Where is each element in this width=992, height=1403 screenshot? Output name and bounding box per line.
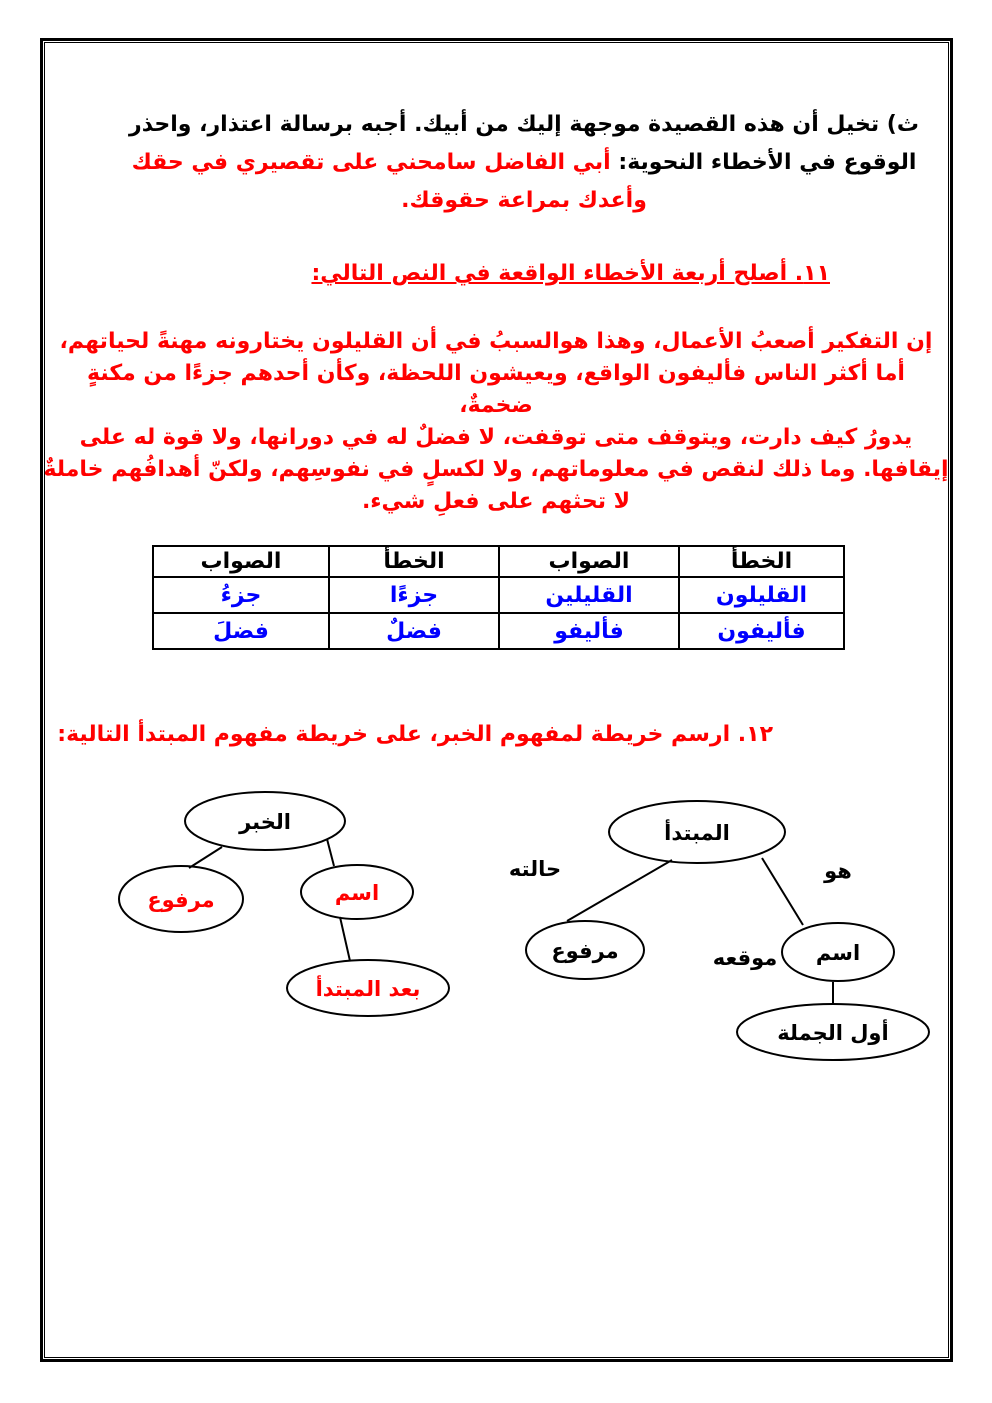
intro-line-2-black: الوقوع في الأخطاء النحوية: [618, 150, 917, 175]
mubtada-edge-case-label: حالته [508, 857, 562, 881]
q11-text-line: يدورُ كيف دارت، ويتوقف متى توقفت، لا فضلٌ له في دورانها، ولا قوة له على [79, 425, 913, 450]
mubtada-edge-to-case [567, 860, 672, 921]
question-11-text [20, 326, 972, 518]
cell-error: فأليفون [679, 613, 844, 649]
q11-text-line: ضخمةٌ، [459, 393, 533, 418]
concept-maps-figure [100, 780, 940, 1090]
khabar-case-label: مرفوع [147, 888, 215, 912]
cell-correct: جزءُ [153, 577, 329, 613]
q11-text-line: أما أكثر الناس فأليفون الواقع، ويعيشون اللحظة، وكأن أحدهم جزءًا من مكنةٍ [87, 361, 905, 386]
page-border [40, 38, 953, 1362]
table-row [153, 613, 844, 649]
cell-error: فضلٌ [329, 613, 499, 649]
khabar-edge-to-type [327, 839, 334, 866]
mubtada-edge-to-type [762, 858, 803, 925]
cell-error: جزءًا [329, 577, 499, 613]
intro-line-1: ث) تخيل أن هذه القصيدة موجهة إليك من أبيك. أجبه برسالة اعتذار، واحذر [129, 112, 919, 137]
page-border-inner [44, 42, 949, 1358]
khabar-edge-to-case [189, 847, 222, 868]
correction-table-header-row [153, 546, 844, 577]
header-error-2: الخطأ [329, 546, 499, 577]
header-error-1: الخطأ [679, 546, 844, 577]
mubtada-position-label: أول الجملة [777, 1021, 889, 1045]
q11-text-line: لا تحثهم على فعلِ شيء. [361, 489, 631, 514]
table-row [153, 577, 844, 613]
khabar-root-label: الخبر [239, 810, 291, 834]
intro-line-2 [66, 144, 982, 182]
mubtada-root-label: المبتدأ [664, 821, 730, 845]
mubtada-type-label: اسم [815, 941, 861, 965]
q11-text-line: إن التفكير أصعبُ الأعمال، وهذا هوالسببُ في أن القليلون يختارونه مهنةً لحياتهم، [59, 329, 933, 354]
header-correct-2: الصواب [153, 546, 329, 577]
question-11-heading: ١١. أصلح أربعة الأخطاء الواقعة في النص التالي: [311, 261, 830, 286]
khabar-type-label: اسم [334, 881, 380, 905]
cell-correct: القليلين [499, 577, 679, 613]
cell-correct: فضلَ [153, 613, 329, 649]
mubtada-edge-is-label: هو [824, 859, 852, 883]
khabar-edge-to-position [340, 917, 350, 961]
khabar-position-label: بعد المبتدأ [315, 977, 421, 1001]
q11-text-line: إيقافها. وما ذلك لنقص في معلوماتهم، ولا لكسلٍ في نفوسِهم، ولكنّ أهدافُهم خاملةٌ [43, 457, 949, 482]
cell-correct: فأليفو [499, 613, 679, 649]
header-correct-1: الصواب [499, 546, 679, 577]
question-12-heading: ١٢. ارسم خريطة لمفهوم الخبر، على خريطة مفهوم المبتدأ التالية: [57, 722, 773, 747]
mubtada-edge-position-label: موقعه [712, 946, 778, 970]
mubtada-case-label: مرفوع [551, 939, 619, 963]
intro-line-3-red-answer: وأعدك بمراعة حقوقك. [401, 188, 647, 213]
question-th-paragraph [66, 106, 982, 220]
cell-error: القليلون [679, 577, 844, 613]
correction-table [152, 545, 845, 650]
intro-line-2-red-answer: أبي الفاضل سامحني على تقصيري في حقك [131, 150, 611, 175]
